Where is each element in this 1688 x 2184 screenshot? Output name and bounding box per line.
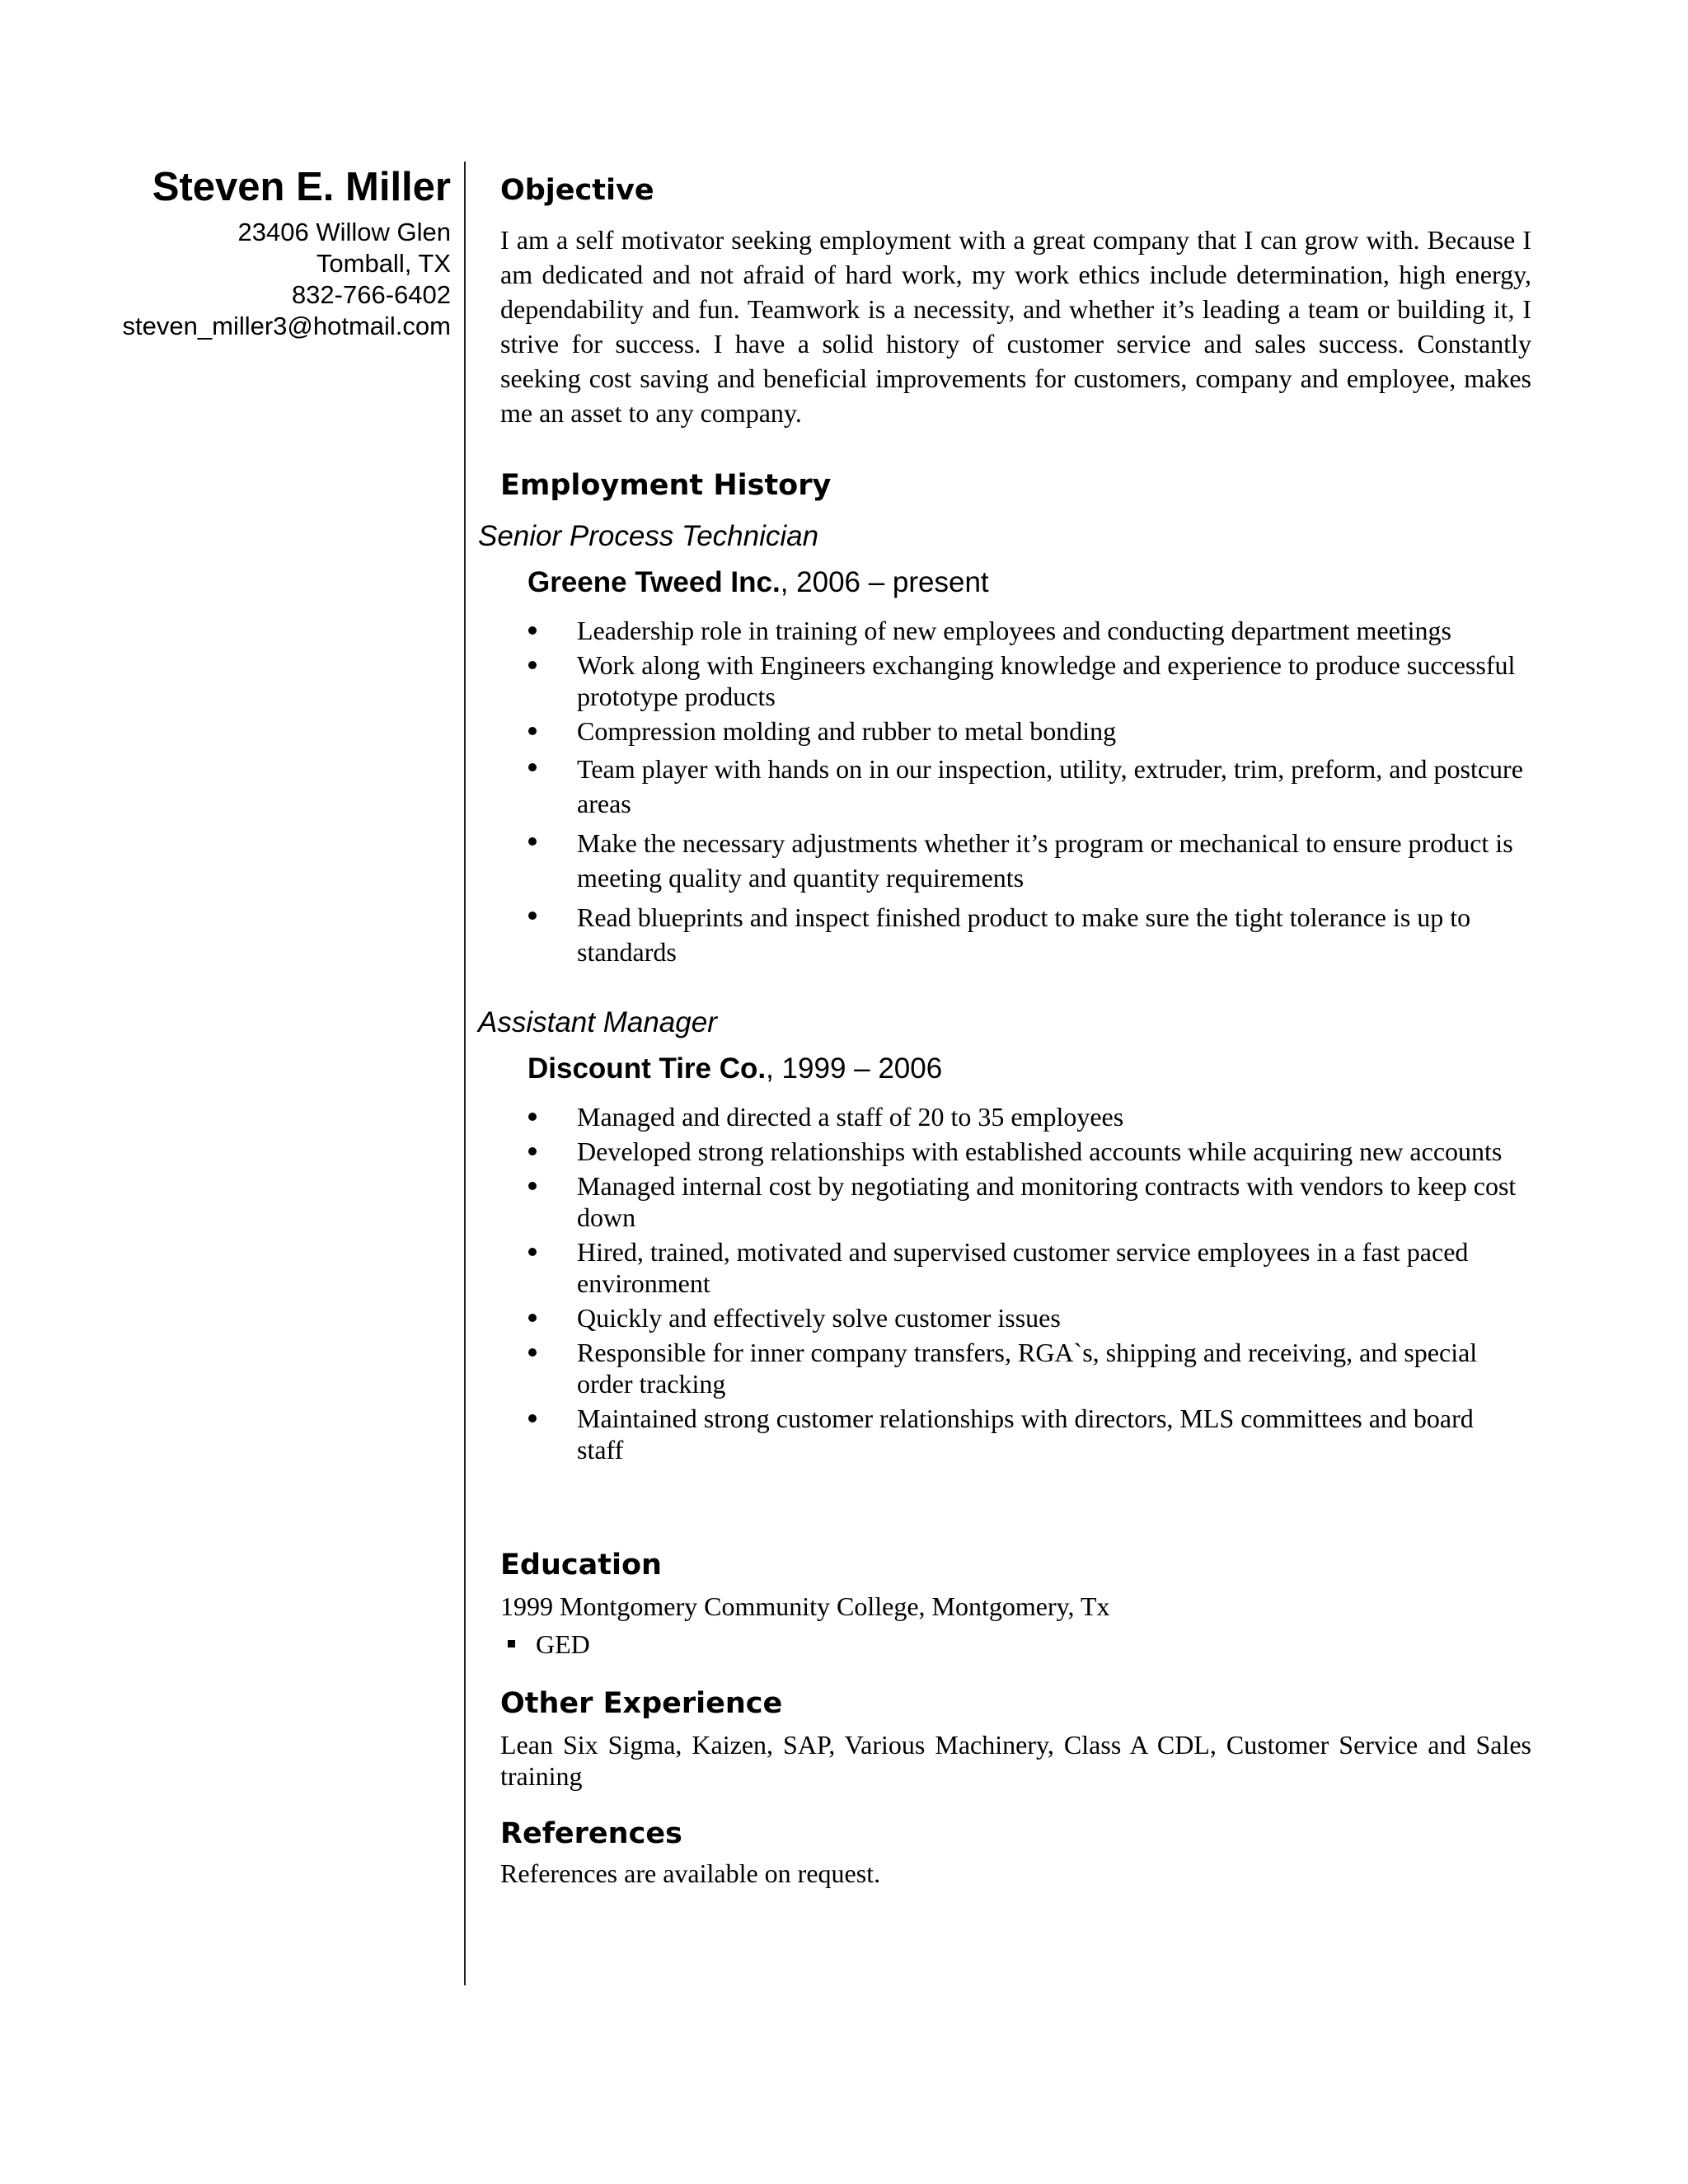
list-item: Maintained strong customer relationships with directors, MLS committees and board staff bbox=[478, 1403, 1525, 1465]
education-line: 1999 Montgomery Community College, Montgomery, Tx bbox=[500, 1591, 1110, 1621]
bullet-icon bbox=[528, 1113, 537, 1121]
list-item: Hired, trained, motivated and supervised customer service employees in a fast paced environment bbox=[478, 1236, 1525, 1299]
job-entry bbox=[478, 1005, 1533, 1465]
job-entry bbox=[478, 519, 1533, 969]
bullet-icon bbox=[528, 1314, 537, 1322]
job-bullets bbox=[478, 615, 1525, 969]
company-line bbox=[478, 565, 1533, 600]
square-bullet-icon bbox=[508, 1640, 515, 1647]
bullet-icon bbox=[528, 763, 537, 771]
other-experience-text: Lean Six Sigma, Kaizen, SAP, Various Machinery, Class A CDL, Customer Service and Sales training bbox=[500, 1730, 1531, 1791]
education-heading: Education bbox=[500, 1549, 662, 1582]
list-item: Make the necessary adjustments whether it’s program or mechanical to ensure product is meeting quality and quantity requirements bbox=[478, 826, 1525, 895]
phone-line: 832-766-6402 bbox=[291, 279, 451, 309]
bullet-icon bbox=[528, 1248, 537, 1256]
list-item: Developed strong relationships with established accounts while acquiring new accounts bbox=[478, 1136, 1525, 1167]
contact-block bbox=[55, 163, 451, 342]
other-experience-heading: Other Experience bbox=[500, 1687, 783, 1720]
list-item: Managed and directed a staff of 20 to 35 employees bbox=[478, 1101, 1525, 1132]
list-item: Quickly and effectively solve customer issues bbox=[478, 1302, 1525, 1333]
employment-heading: Employment History bbox=[500, 469, 832, 502]
company-line bbox=[478, 1052, 1533, 1086]
list-item: Read blueprints and inspect finished product to make sure the tight tolerance is up to standards bbox=[478, 900, 1525, 969]
address-line: 23406 Willow Glen bbox=[237, 217, 451, 246]
list-item: Leadership role in training of new employees and conducting department meetings bbox=[478, 615, 1525, 646]
bullet-icon bbox=[528, 1348, 537, 1357]
bullet-icon bbox=[528, 626, 537, 635]
bullet-icon bbox=[528, 1147, 537, 1155]
bullet-icon bbox=[528, 912, 537, 920]
bullet-icon bbox=[528, 661, 537, 669]
company-name: Discount Tire Co. bbox=[528, 1052, 767, 1085]
bullet-icon bbox=[528, 1182, 537, 1190]
bullet-icon bbox=[528, 837, 537, 846]
education-item: GED bbox=[478, 1627, 1533, 1661]
objective-text: I am a self motivator seeking employment with a great company that I can grow with. Because I am dedicated and not afraid of hard work, my work ethics include determination, high energy, dependability and fun. Teamwork is a necessity, and whether it’s leading a team or building it, I strive for success. I have a solid history of customer service and sales success. Constantly seeking cost saving and beneficial improvements for customers, company and employee, makes me an asset to any company. bbox=[500, 225, 1531, 428]
list-item: Managed internal cost by negotiating and monitoring contracts with vendors to keep cost down bbox=[478, 1170, 1525, 1233]
list-item: Responsible for inner company transfers, RGA`s, shipping and receiving, and special order tracking bbox=[478, 1337, 1525, 1399]
bullet-icon bbox=[528, 1414, 537, 1422]
city-line: Tomball, TX bbox=[316, 248, 451, 278]
references-text: References are available on request. bbox=[500, 1858, 881, 1888]
list-item: Compression molding and rubber to metal bonding bbox=[478, 715, 1525, 747]
candidate-name: Steven E. Miller bbox=[152, 165, 451, 209]
bullet-icon bbox=[528, 727, 537, 735]
list-item: Work along with Engineers exchanging knowledge and experience to produce successful prototype products bbox=[478, 649, 1525, 712]
job-dates: , 2006 – present bbox=[780, 566, 989, 598]
main-content bbox=[478, 173, 1533, 1891]
list-item: Team player with hands on in our inspection, utility, extruder, trim, preform, and postcure areas bbox=[478, 752, 1525, 821]
objective-heading: Objective bbox=[500, 174, 654, 207]
job-title: Senior Process Technician bbox=[478, 520, 819, 552]
vertical-divider bbox=[464, 162, 466, 1985]
job-bullets bbox=[478, 1101, 1525, 1465]
references-heading: References bbox=[500, 1817, 682, 1850]
email-line: steven_miller3@hotmail.com bbox=[122, 311, 451, 340]
job-dates: , 1999 – 2006 bbox=[766, 1052, 943, 1085]
company-name: Greene Tweed Inc. bbox=[528, 566, 781, 598]
job-title: Assistant Manager bbox=[478, 1006, 717, 1038]
